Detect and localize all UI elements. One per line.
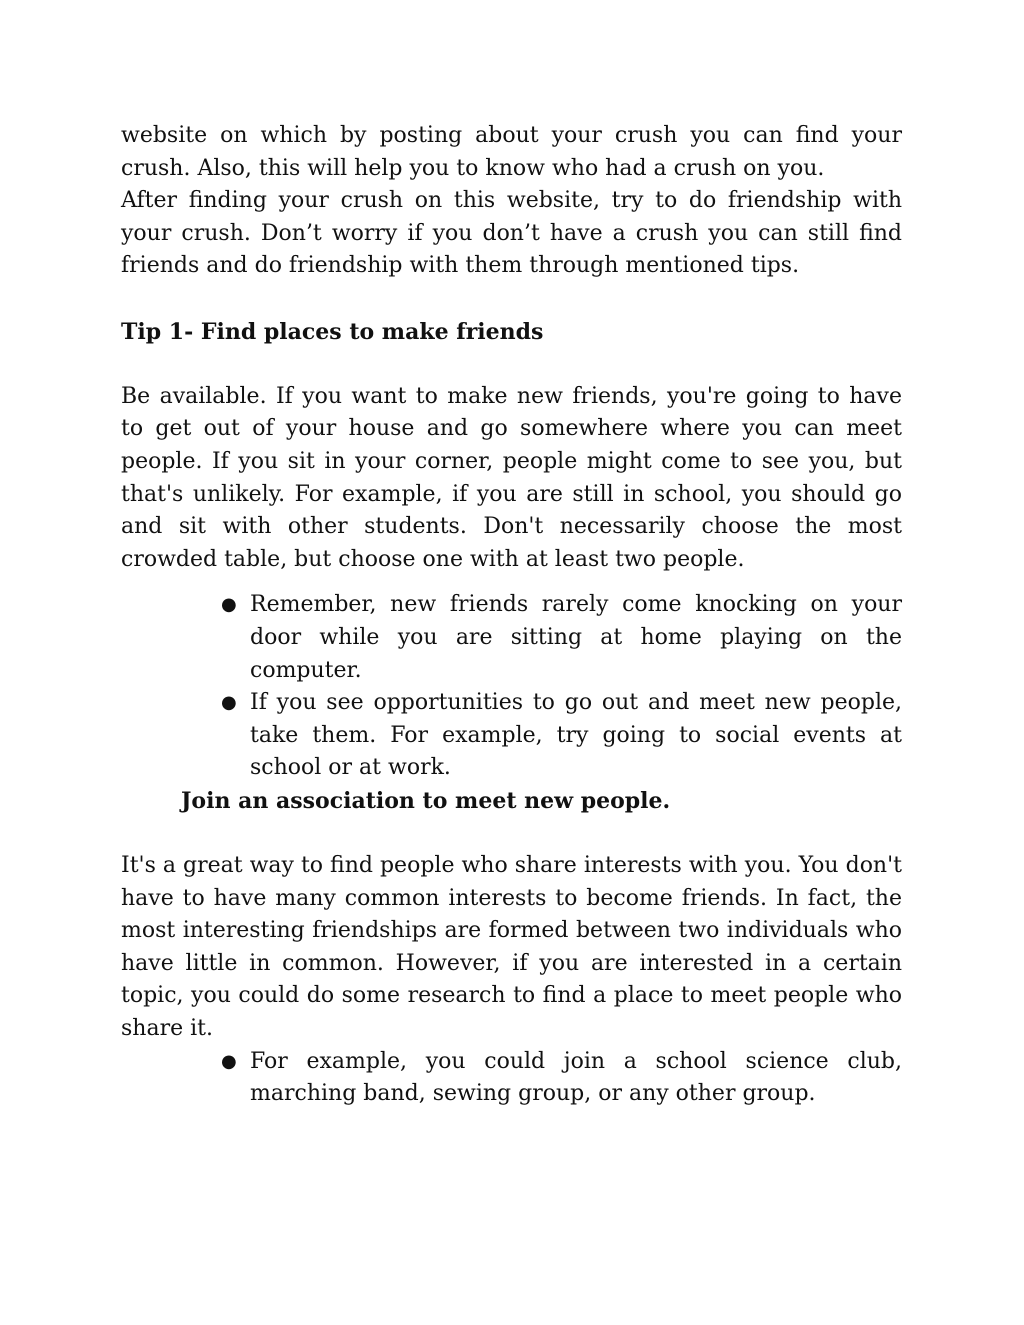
tip1-paragraph: Be available. If you want to make new friends, you're going to have to get out of your house and go somewhere where you can meet people. If you sit in your corner, people might come to see you, but that's unlikely. For example, if you are still in school, you should go and sit with other students. Don't necessarily choose the most crowded table, but choose one with at least two people. <box>121 383 902 572</box>
document-page <box>121 120 902 1111</box>
intro-paragraph: After finding your crush on this website, try to do friendship with your crush. Don’t worry if you don’t have a crush you can still find friends and do friendship with them through mentioned tips. <box>121 188 902 279</box>
list-item <box>221 1046 902 1111</box>
list-item-text: If you see opportunities to go out and meet new people, take them. For example, try going to social events at school or at work. <box>250 690 902 781</box>
list-item-text: Remember, new friends rarely come knocking on your door while you are sitting at home playing on the computer. <box>250 592 902 683</box>
association-bullet-list <box>121 1046 902 1111</box>
bullet-icon: ● <box>221 594 237 616</box>
bullet-icon: ● <box>221 692 237 714</box>
bullet-icon: ● <box>221 1050 237 1072</box>
intro-paragraph: website on which by posting about your crush you can find your crush. Also, this will help you to know who had a crush on you. <box>121 123 902 181</box>
list-item-text: For example, you could join a school science club, marching band, sewing group, or any other group. <box>250 1048 902 1107</box>
association-heading: Join an association to meet new people. <box>181 787 671 814</box>
tip1-bullet-list <box>121 589 902 785</box>
association-paragraph: It's a great way to find people who share interests with you. You don't have to have many common interests to become friends. In fact, the most interesting friendships are formed between two individuals who have little in common. However, if you are interested in a certain topic, you could do some research to find a place to meet people who share it. <box>121 853 902 1042</box>
list-item <box>221 589 902 687</box>
spacer <box>121 817 902 850</box>
spacer <box>121 348 902 381</box>
spacer <box>121 283 902 316</box>
list-item <box>221 687 902 785</box>
tip1-heading: Tip 1- Find places to make friends <box>121 318 544 345</box>
